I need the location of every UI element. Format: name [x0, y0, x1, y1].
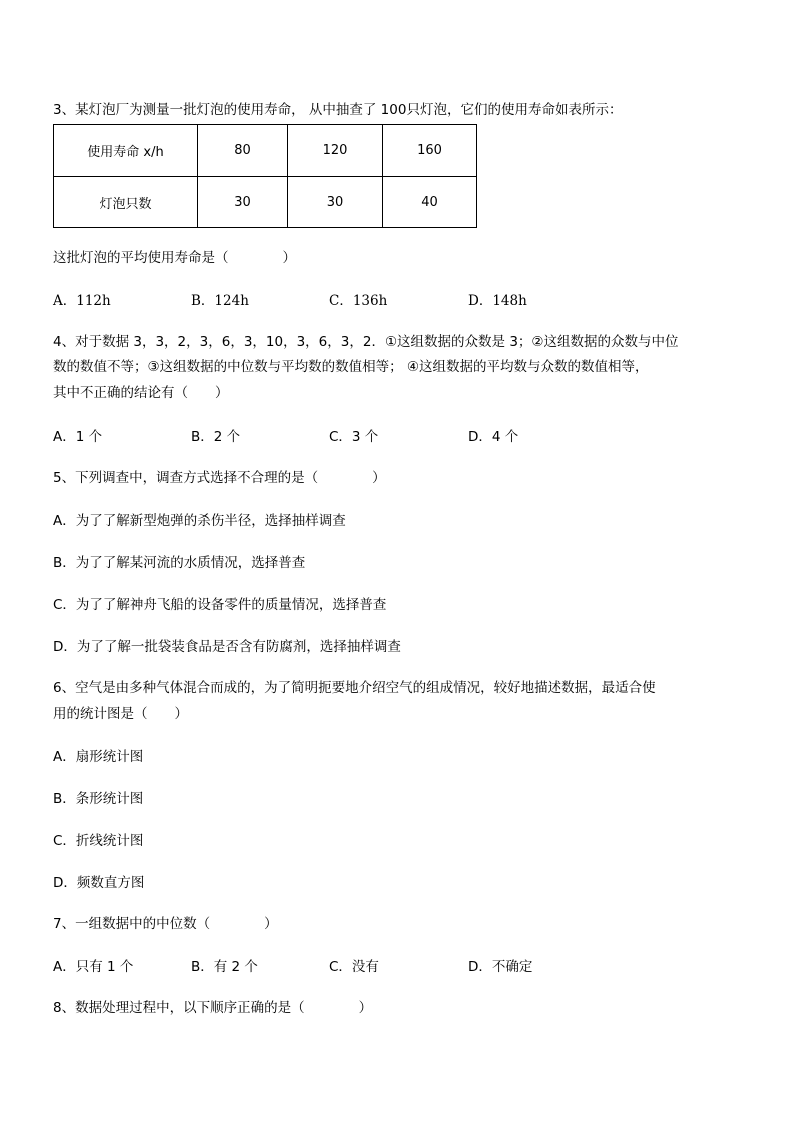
q5-stem: 5、下列调查中，调查方式选择不合理的是（ ）: [53, 470, 386, 486]
q5-option-a[interactable]: A．为了了解新型炮弹的杀伤半径，选择抽样调查: [53, 513, 346, 529]
table-row-label: 灯泡只数: [54, 177, 198, 228]
table-cell: 40: [383, 177, 477, 228]
table-header-label: 使用寿命 x/h: [54, 125, 198, 177]
q4-option-b[interactable]: B．2 个: [191, 429, 241, 445]
table-row: [54, 125, 477, 177]
q7-option-d[interactable]: D．不确定: [468, 959, 533, 975]
q7-stem: 7、一组数据中的中位数（ ）: [53, 916, 278, 932]
q3-option-d[interactable]: D．148h: [468, 293, 527, 309]
table-cell: 30: [288, 177, 383, 228]
q4-line-2: 数的数值不等；③这组数据的中位数与平均数的数值相等； ④这组数据的平均数与众数的数值相等，: [53, 359, 649, 375]
table-cell: 160: [383, 125, 477, 177]
q6-line-2: 用的统计图是（ ）: [53, 706, 188, 722]
table-cell: 120: [288, 125, 383, 177]
q8-stem: 8、数据处理过程中，以下顺序正确的是（ ）: [53, 1000, 373, 1016]
q7-option-b[interactable]: B．有 2 个: [191, 959, 258, 975]
q6-option-d[interactable]: D．频数直方图: [53, 875, 145, 891]
q3-option-a[interactable]: A．112h: [53, 293, 111, 309]
q4-option-c[interactable]: C．3 个: [329, 429, 379, 445]
q6-line-1: 6、空气是由多种气体混合而成的，为了简明扼要地介绍空气的组成情况，较好地描述数据，最适合使: [53, 680, 656, 696]
q3-question: 这批灯泡的平均使用寿命是（ ）: [53, 250, 296, 266]
q3-stem: 3、某灯泡厂为测量一批灯泡的使用寿命， 从中抽查了 100只灯泡，它们的使用寿命如表所示：: [53, 102, 623, 118]
table-row: [54, 177, 477, 228]
q5-option-d[interactable]: D．为了了解一批袋装食品是否含有防腐剂，选择抽样调查: [53, 639, 401, 655]
q3-option-c[interactable]: C．136h: [329, 293, 388, 309]
table-cell: 80: [198, 125, 288, 177]
q4-line-3: 其中不正确的结论有（ ）: [53, 385, 229, 401]
q3-option-b[interactable]: B．124h: [191, 293, 249, 309]
table-cell: 30: [198, 177, 288, 228]
q5-option-b[interactable]: B．为了了解某河流的水质情况，选择普查: [53, 555, 306, 571]
q5-option-c[interactable]: C．为了了解神舟飞船的设备零件的质量情况，选择普查: [53, 597, 387, 613]
q7-option-a[interactable]: A．只有 1 个: [53, 959, 134, 975]
q6-option-b[interactable]: B．条形统计图: [53, 791, 144, 807]
q4-line-1: 4、对于数据 3，3，2，3，6，3，10，3，6，3，2．①这组数据的众数是 3；②这组数据的众数与中位: [53, 334, 679, 350]
q4-option-a[interactable]: A．1 个: [53, 429, 103, 445]
q6-option-a[interactable]: A．扇形统计图: [53, 749, 144, 765]
lifespan-table: [53, 124, 477, 228]
q6-option-c[interactable]: C．折线统计图: [53, 833, 144, 849]
q7-option-c[interactable]: C．没有: [329, 959, 379, 975]
q4-option-d[interactable]: D．4 个: [468, 429, 519, 445]
